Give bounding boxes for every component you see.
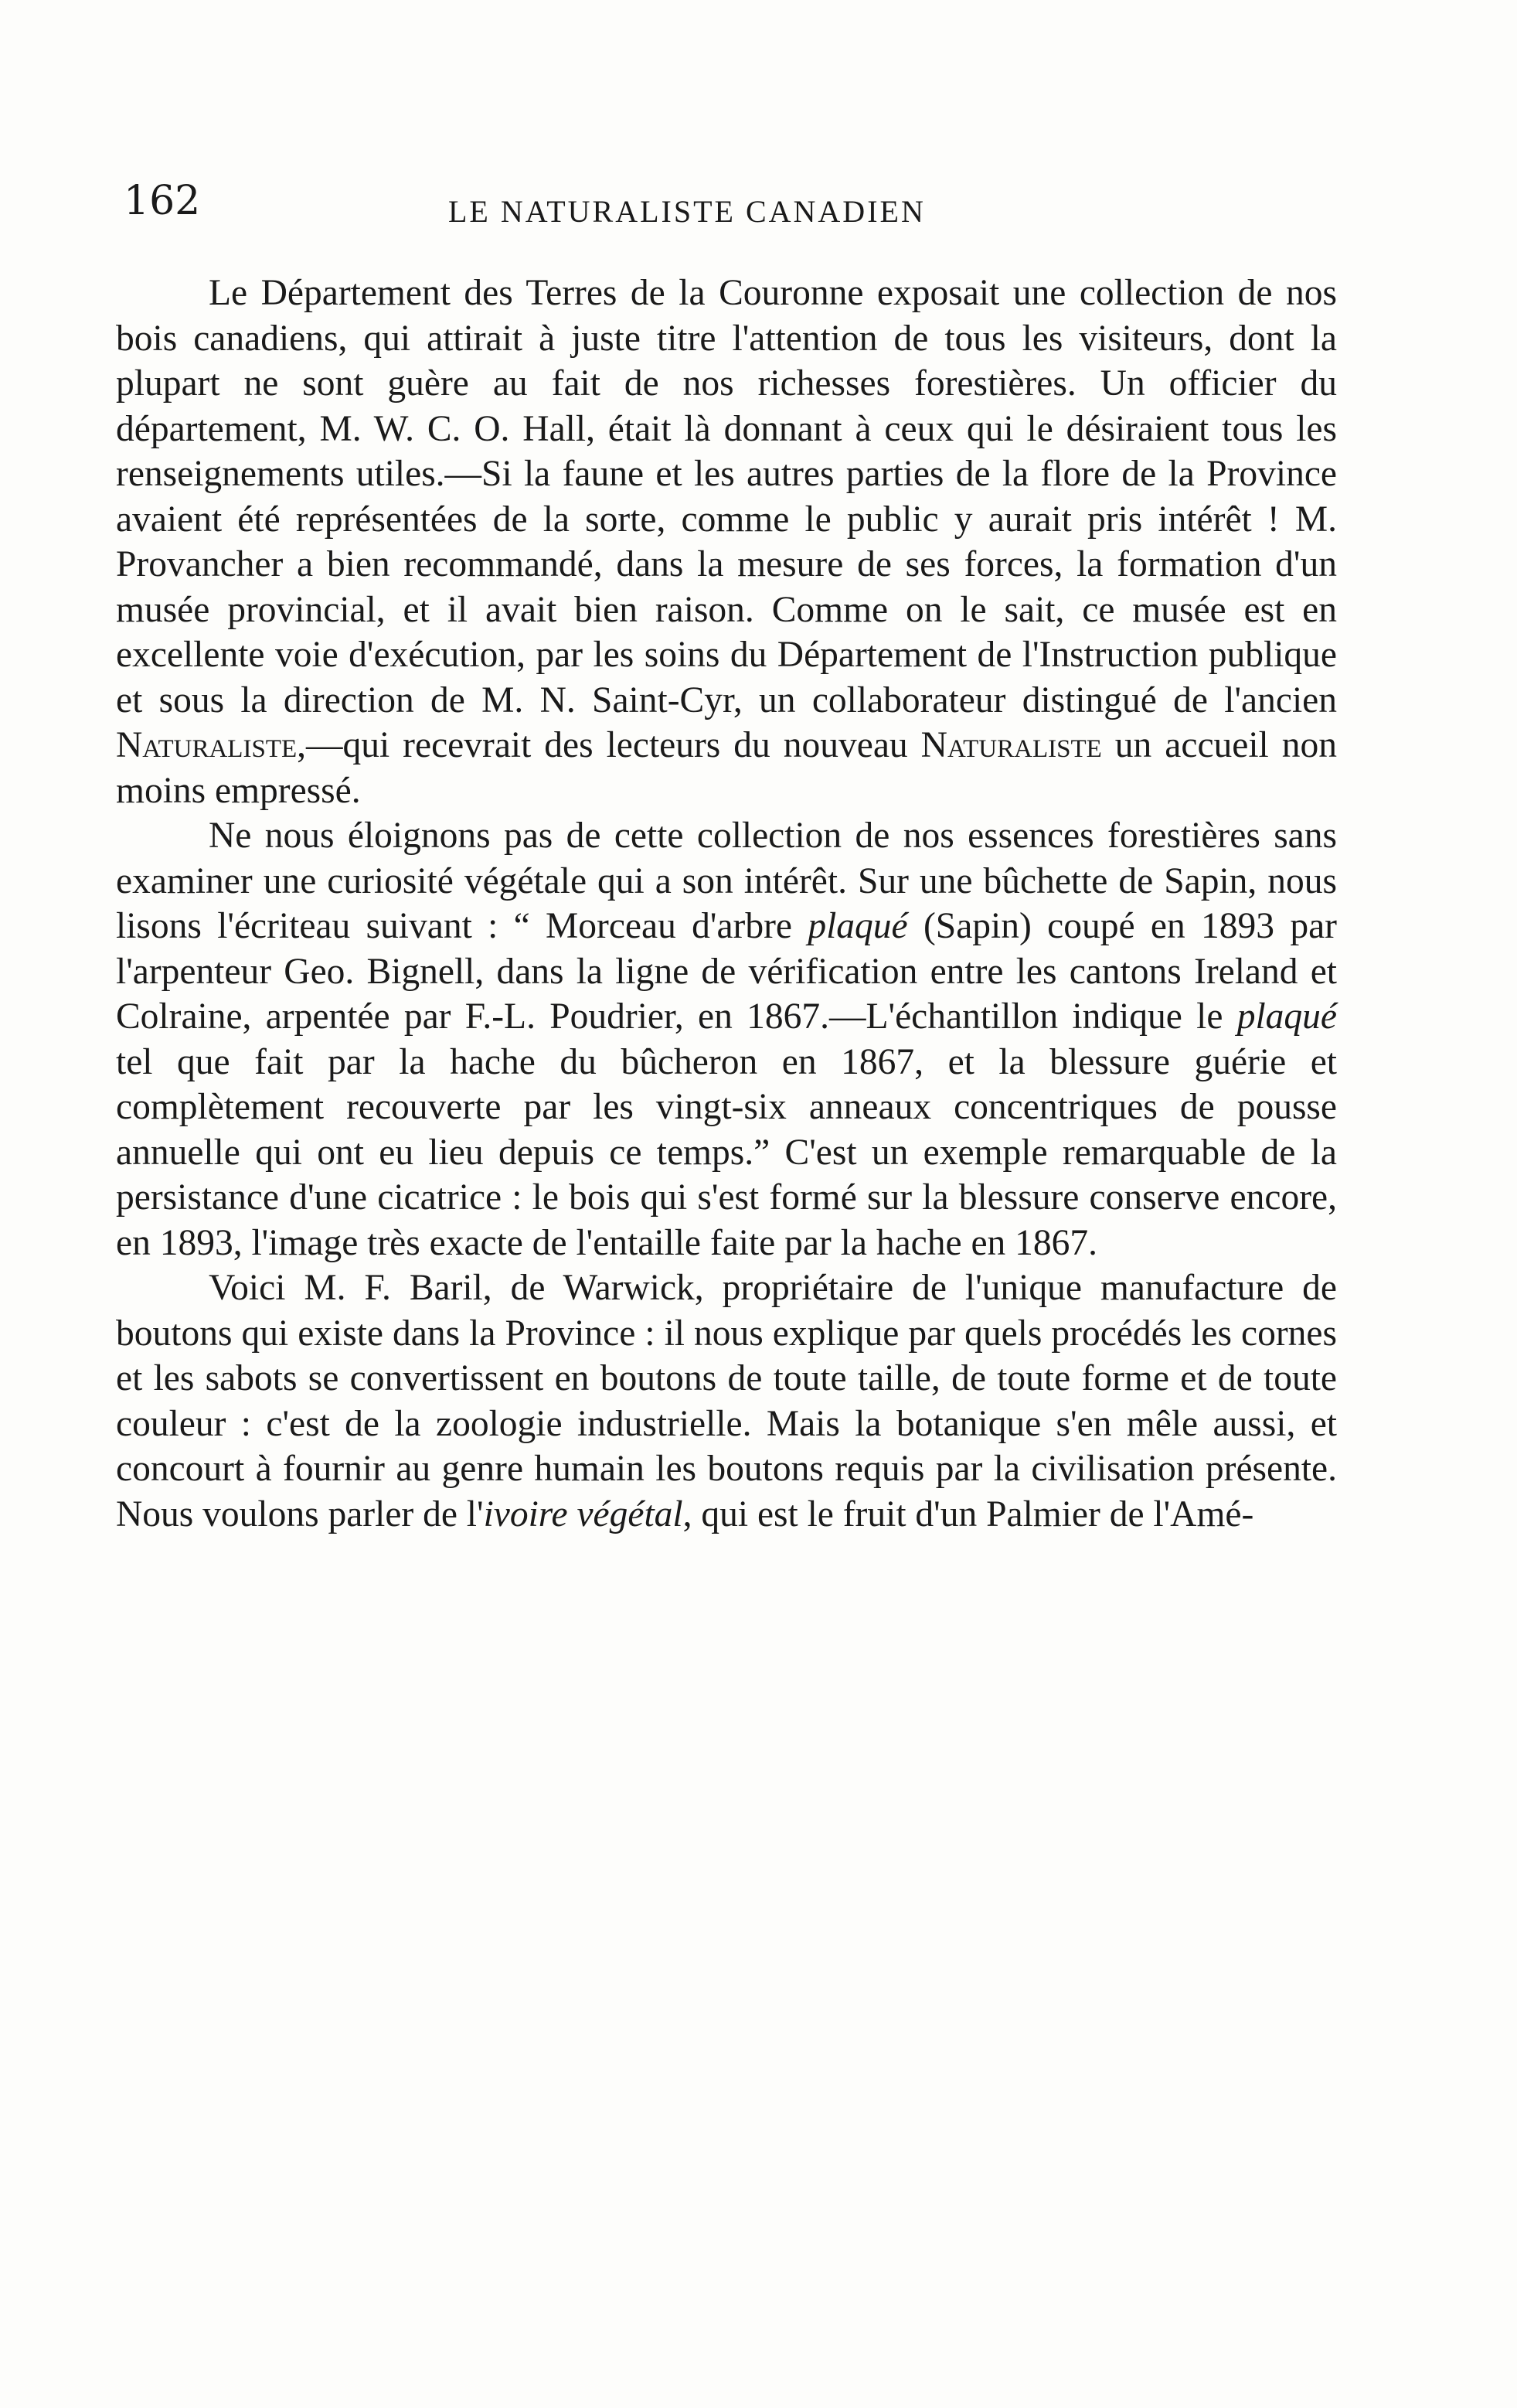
running-head: LE NATURALISTE CANADIEN — [448, 194, 926, 229]
paragraph-plaque-curiosity — [116, 813, 1337, 1265]
paragraph-text: Voici M. F. Baril, de Warwick, propriétaire de l'unique manufacture de boutons qui existe dans la Province : il nous explique par quels procédés les cornes et les sabots se convertissent en boutons de toute taille, de toute forme et de toute couleur : c'est de la zoologie industrielle. Mais la botanique s'en mêle aussi, et concourt à fournir au genre humain les boutons requis par la civilisation présente. Nous voulons parler de l' — [116, 1268, 1337, 1534]
paragraph-text: , qui est le fruit d'un Palmier de l'Amé- — [682, 1494, 1254, 1534]
paragraph-text: (Sapin) coupé en 1893 par l'arpenteur Geo. Bignell, dans la ligne de vérification entre les cantons Ireland et Colraine, arpentée par F.-L. Poudrier, en 1867.—L'échantillon indique le — [116, 906, 1337, 1037]
journal-name-smallcaps: Naturaliste — [116, 725, 298, 765]
paragraph-button-factory — [116, 1265, 1337, 1537]
paragraph-text: Le Département des Terres de la Couronne exposait une collection de nos bois canadiens, qui attirait à juste titre l'attention de tous les visiteurs, dont la plupart ne sont guère au fait de nos richesses forestières. Un officier du département, M. W. C. O. Hall, était là donnant à ceux qui le désiraient tous les renseignements utiles.—Si la faune et les autres parties de la flore de la Province avaient été représentées de la sorte, comme le public y aurait pris intérêt ! M. Provancher a bien recommandé, dans la mesure de ses forces, la formation d'un musée provincial, et il avait bien raison. Comme on le sait, ce musée est en excellente voie d'exécution, par les soins du Département de l'Instruction publique et sous la direction de M. N. Saint-Cyr, un collaborateur distingué de l'ancien — [116, 273, 1337, 720]
italic-term: ivoire végétal — [483, 1494, 683, 1534]
paragraph-text: ,—qui recevrait des lecteurs du nouveau — [297, 725, 921, 765]
italic-term: plaqué — [1236, 996, 1337, 1037]
italic-term: plaqué — [808, 906, 908, 946]
body-text — [116, 271, 1337, 1537]
page-header — [124, 178, 1329, 240]
journal-name-smallcaps: Naturaliste — [920, 725, 1102, 765]
paragraph-text: tel que fait par la hache du bûcheron en 1867, et la blessure guérie et complètement recouverte par les vingt-six anneaux concentriques de pousse annuelle qui ont eu lieu depuis ce temps.” C'est un exemple remarquable de la persistance d'une cicatrice : le bois qui s'est formé sur la blessure conserve encore, en 1893, l'image très exacte de l'entaille faite par la hache en 1867. — [116, 1041, 1337, 1263]
paragraph-text: Ne nous éloignons pas de cette collection de nos essences forestières sans examiner une curiosité végétale qui a son intérêt. Sur une bûchette de Sapin, nous lisons l'écriteau suivant : “ Morceau d'arbre — [116, 816, 1337, 946]
page-number: 162 — [124, 178, 201, 224]
paragraph-text: un accueil non moins empressé. — [116, 725, 1337, 811]
paragraph-exhibit-woods — [116, 271, 1337, 813]
